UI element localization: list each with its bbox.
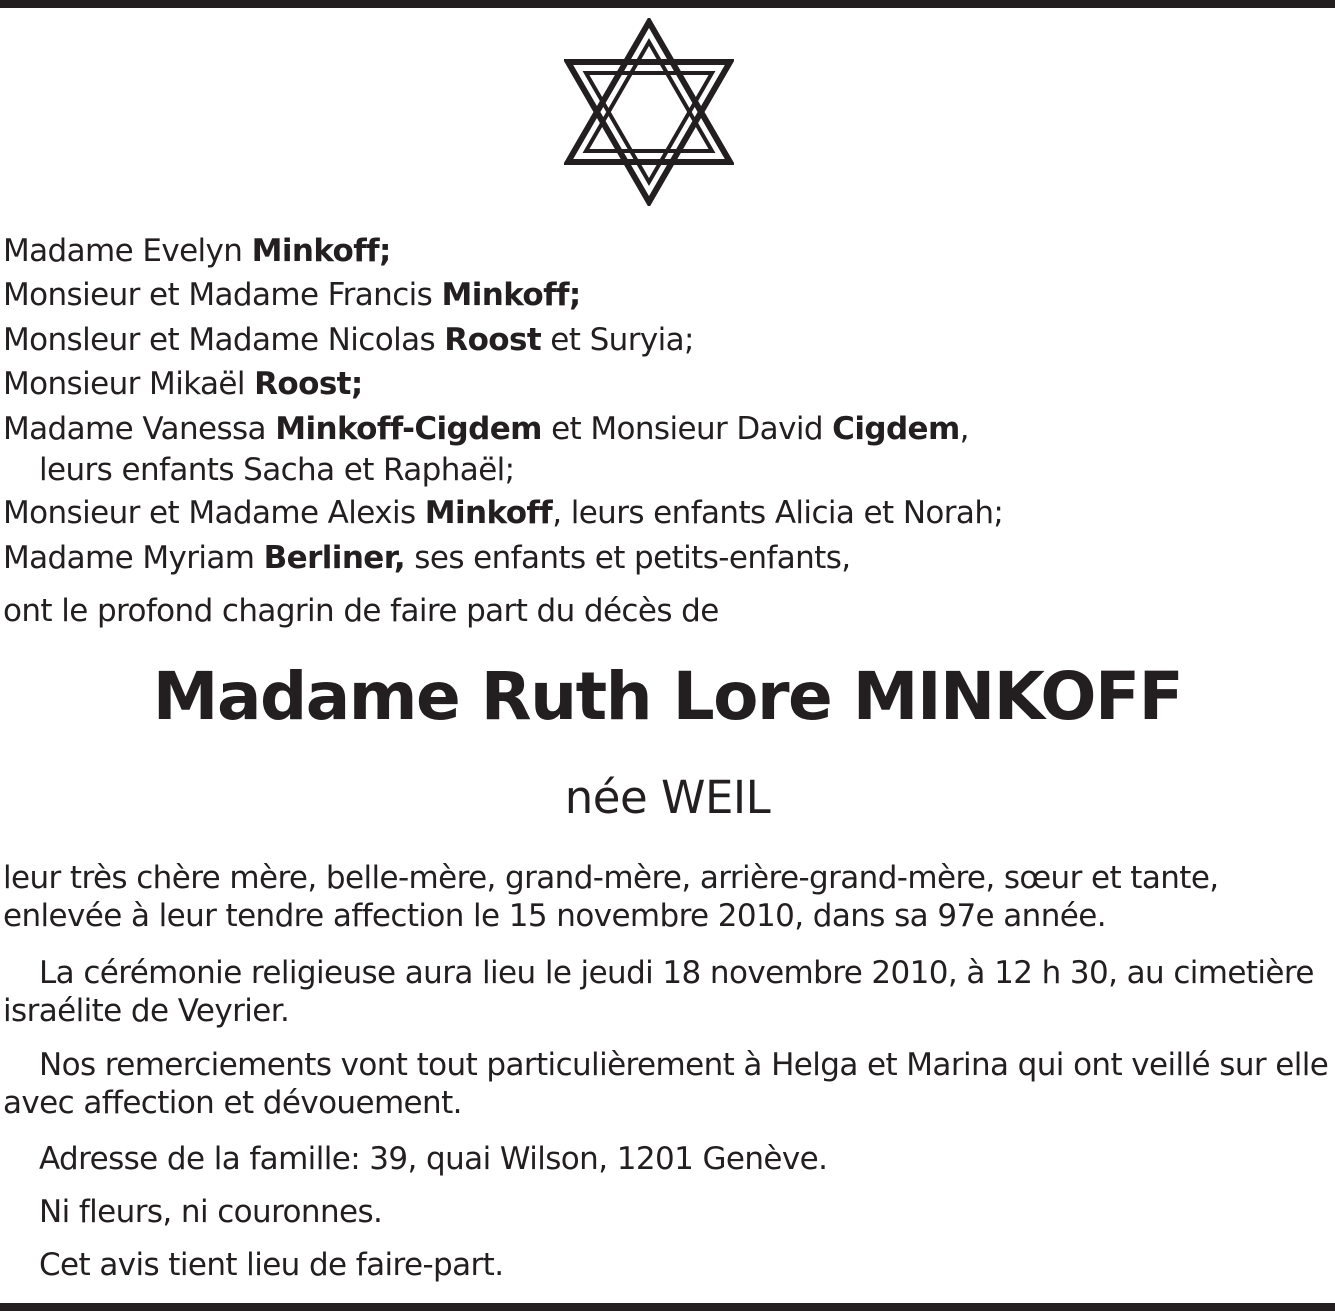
body-paragraph: Nos remerciements vont tout particulièrement à Helga et Marina qui ont veillé sur elle avec affection et dévouement. — [3, 1047, 1329, 1121]
body-paragraph: Ni fleurs, ni couronnes. — [39, 1194, 383, 1230]
body-paragraph: La cérémonie religieuse aura lieu le jeudi 18 novembre 2010, à 12 h 30, au cimetière israélite de Veyrier. — [3, 955, 1314, 1029]
family-line: leurs enfants Sacha et Raphaël; — [39, 452, 515, 488]
body-paragraph: Adresse de la famille: 39, quai Wilson, 1201 Genève. — [39, 1141, 828, 1177]
family-line: Madame Evelyn Minkoff; — [3, 233, 391, 269]
intro-text: ont le profond chagrin de faire part du décès de — [3, 593, 719, 629]
family-line: Madame Myriam Berliner, ses enfants et petits-enfants, — [3, 540, 851, 576]
star-of-david-icon — [564, 18, 734, 206]
top-rule — [0, 0, 1335, 8]
maiden-name: née WEIL — [564, 771, 771, 824]
body-paragraph: Cet avis tient lieu de faire-part. — [39, 1247, 504, 1283]
family-line: Monsieur et Madame Alexis Minkoff, leurs enfants Alicia et Norah; — [3, 495, 1004, 531]
family-line: Monsieur Mikaël Roost; — [3, 366, 363, 402]
bottom-rule — [0, 1303, 1335, 1311]
body-paragraph: leur très chère mère, belle-mère, grand-mère, arrière-grand-mère, sœur et tante, enlevée à leur tendre affection le 15 novembre 2010, dans sa 97e année. — [3, 860, 1219, 934]
family-line: Madame Vanessa Minkoff-Cigdem et Monsieur David Cigdem, — [3, 411, 969, 447]
deceased-name: Madame Ruth Lore MINKOFF — [152, 658, 1183, 735]
family-line: Monsieur et Madame Francis Minkoff; — [3, 277, 581, 313]
family-line: Monsleur et Madame Nicolas Roost et Suryia; — [3, 322, 694, 358]
